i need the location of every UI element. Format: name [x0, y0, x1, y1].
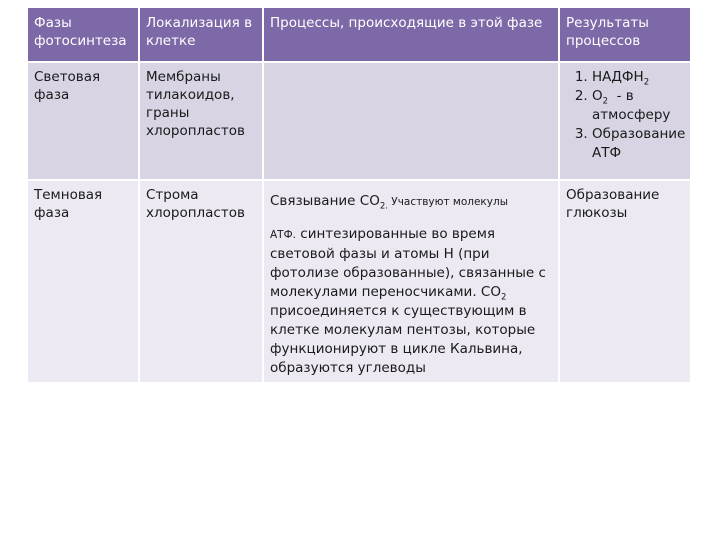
cell-phase: Темновая фаза — [27, 180, 139, 383]
cell-phase: Световая фаза — [27, 62, 139, 180]
result-item: 2. $О_2$ - в атмосферу — [592, 87, 684, 125]
process-text: АТФ. синтезированные во время световой фазы и атомы Н (при фотолизе образованные), связанные с молекулами переносчиками. $СО_2$ присоединяется к существующим в клетке молекулам пентозы, которые функционируют в цикле Кальвина, образуются углеводы — [270, 226, 546, 376]
header-row — [27, 7, 691, 62]
header-location: Локализация в клетке — [139, 7, 263, 62]
cell-location: Строма хлоропластов — [139, 180, 263, 383]
process-line: Связывание $СО_{2.}$ Участвуют молекулы — [270, 193, 508, 212]
result-item: 1. $НАДФН_2$ — [592, 68, 684, 87]
table-row-dark-phase — [27, 180, 691, 383]
cell-location: Мембраны тилакоидов, граны хлоропластов — [139, 62, 263, 180]
cell-results: Образование глюкозы — [559, 180, 691, 383]
result-item: 3. Образование АТФ — [592, 125, 684, 163]
results-list — [566, 68, 684, 163]
cell-process — [263, 180, 559, 383]
photosynthesis-table — [26, 6, 692, 384]
header-phases: Фазы фотосинтеза — [27, 7, 139, 62]
cell-results — [559, 62, 691, 180]
header-results: Результаты процессов — [559, 7, 691, 62]
table-row-light-phase — [27, 62, 691, 180]
cell-process — [263, 62, 559, 180]
header-processes: Процессы, происходящие в этой фазе — [263, 7, 559, 62]
